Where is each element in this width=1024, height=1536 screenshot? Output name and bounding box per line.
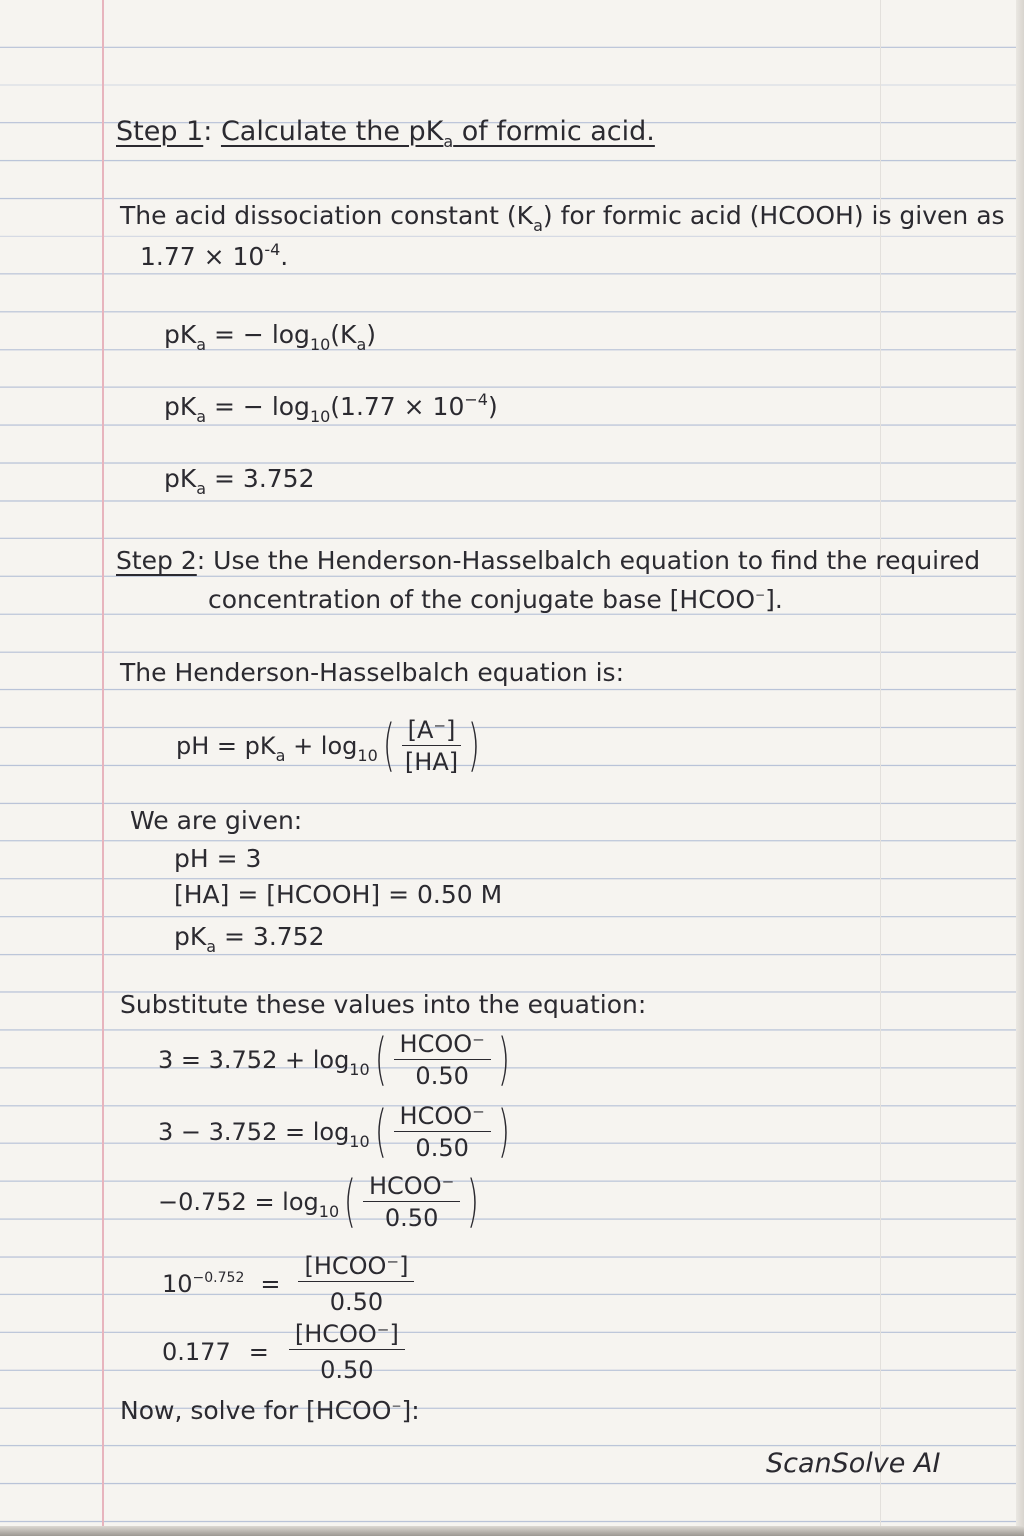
page-edge-line [880,0,881,1536]
substitution-step-3: $-0.752 = \log_{10}$ ( $\frac{\text{HCOO⁻}}{0.50}$ ) [158,1169,480,1234]
given-ha: [HA] = [HCOOH] = 0.50 M [174,880,503,909]
page-bottom-shadow [0,1526,1024,1536]
step1-title: Calculate the $pK_a$ of formic acid. [220,116,655,151]
given-pka: $pK_a = 3.752$ [174,922,325,956]
step2-heading-line-1: Step 2: Use the Henderson-Hasselbalch equation to find the required [116,546,981,575]
margin-line [102,0,104,1536]
step2-label: Step 2 [116,546,197,575]
substitute-intro: Substitute these values into the equation: [120,990,647,1019]
step1-heading: Step 1: Calculate the $pK_a$ of formic acid. [116,116,655,151]
substitution-step-1: $3 = 3.752 + \log_{10}$ ( $\frac{\text{HCOO⁻}}{0.50}$ ) [158,1027,510,1092]
solve-line: Now, solve for [HCOO−]: [120,1396,420,1425]
step2-heading-line-2: concentration of the conjugate base [HCOO−]. [208,585,783,614]
scansolve-signature: ScanSolve AI [766,1448,941,1479]
intro-line-2: $1.77 \times 10^{-4}$. [140,240,289,271]
intro-line-1: The acid dissociation constant $(K_a)$ for formic acid (HCOOH) is given as [120,201,1005,235]
step1-label: Step 1 [116,116,204,147]
page-edge-shadow [1016,0,1024,1536]
given-ph: pH = 3 [174,844,262,873]
substitution-step-2: $3 - 3.752 = \log_{10}$ ( $\frac{\text{HCOO⁻}}{0.50}$ ) [158,1099,510,1164]
hh-equation: pH = $pK_a + \log_{10}$ ( $\frac{[A^-]}{[HA]}$ ) [176,713,481,778]
substitution-step-4: $10^{-0.752}$ = $\frac{\text{[HCOO⁻]}}{0.50}$ [162,1254,416,1314]
pka-equation-2: $pK_a$ = − $\log_{10}(1.77 \times 10^{-4})$ [164,390,498,426]
substitution-step-5: 0.177 = $\frac{\text{[HCOO⁻]}}{0.50}$ [162,1322,407,1382]
given-title: We are given: [130,806,303,835]
pka-equation-1: $pK_a$ = − $\log_{10}(K_a)$ [164,320,377,354]
hh-intro: The Henderson-Hasselbalch equation is: [120,658,624,687]
pka-result: $pK_a = 3.752$ [164,464,315,498]
